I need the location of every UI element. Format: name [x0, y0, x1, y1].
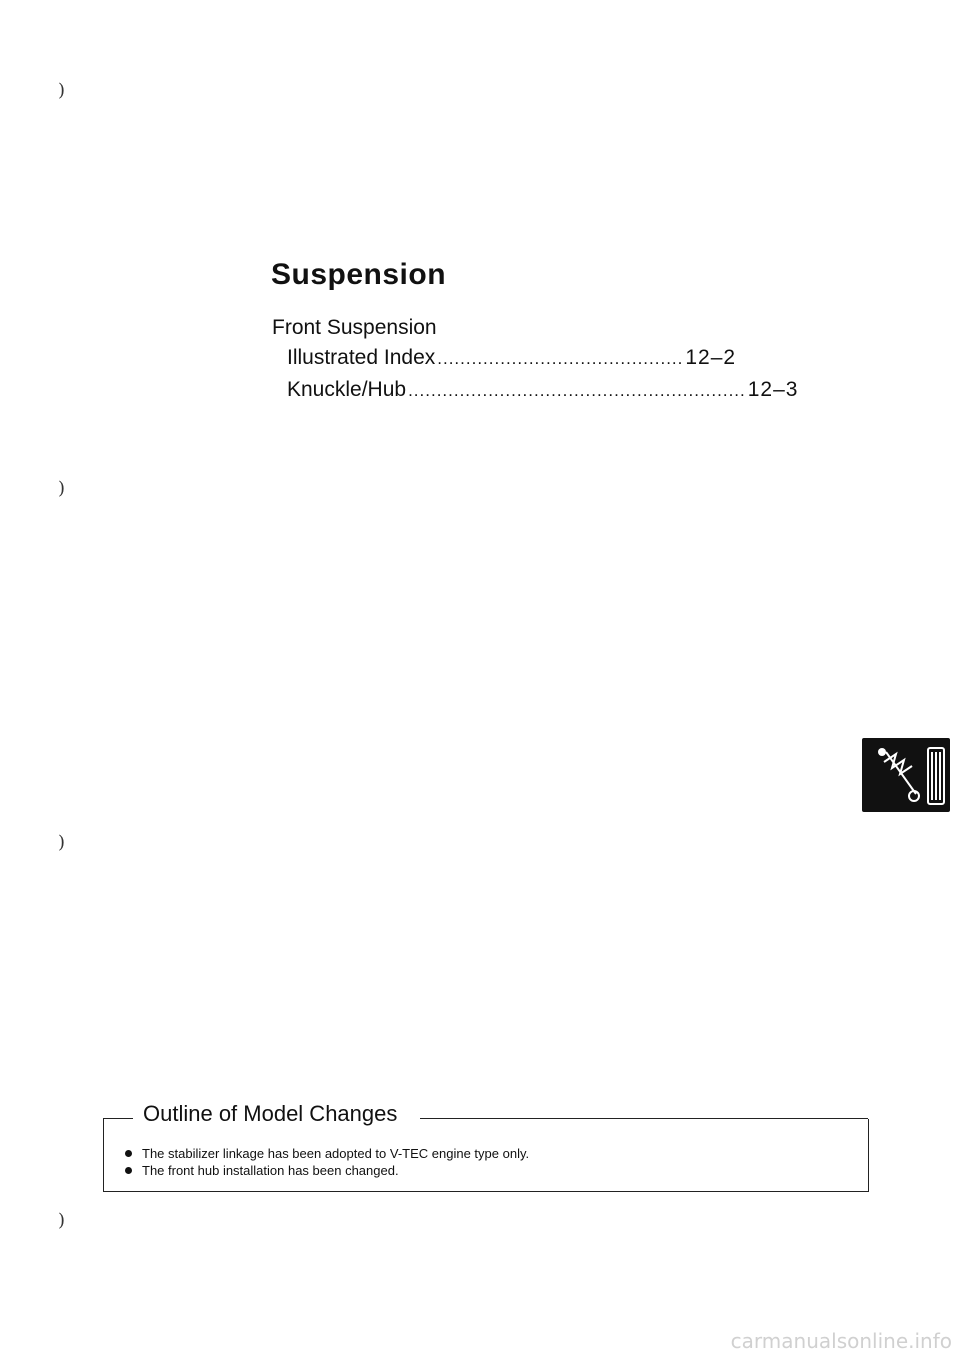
toc-entry-page: 12–3	[747, 378, 799, 401]
toc-entry[interactable]	[287, 378, 799, 402]
outline-notes-list	[125, 1145, 529, 1179]
toc-entry[interactable]	[287, 346, 737, 370]
bullet-icon	[125, 1150, 132, 1157]
binding-mark: )	[58, 80, 66, 101]
binding-mark: )	[58, 832, 66, 853]
outline-border	[420, 1118, 868, 1119]
page-title: Suspension	[271, 258, 447, 291]
toc-entry-page: 12–2	[685, 346, 737, 369]
note-text: The front hub installation has been changed.	[142, 1163, 399, 1178]
toc-leader-dots: ...........................................	[437, 349, 684, 368]
bullet-icon	[125, 1167, 132, 1174]
toc-leader-dots: ...........................................................	[408, 381, 746, 400]
outline-title: Outline of Model Changes	[133, 1101, 407, 1127]
note-text: The stabilizer linkage has been adopted to V-TEC engine type only.	[142, 1146, 530, 1161]
list-item	[125, 1145, 529, 1162]
binding-mark: )	[58, 478, 66, 499]
toc-entry-label: Knuckle/Hub	[287, 378, 407, 401]
toc-entry-label: Illustrated Index	[287, 346, 436, 369]
watermark: carmanualsonline.info	[730, 1329, 952, 1353]
shock-absorber-icon	[862, 738, 950, 812]
binding-mark: )	[58, 1210, 66, 1231]
toc-section-heading: Front Suspension	[272, 316, 437, 339]
outline-border	[103, 1118, 133, 1119]
list-item	[125, 1162, 529, 1179]
